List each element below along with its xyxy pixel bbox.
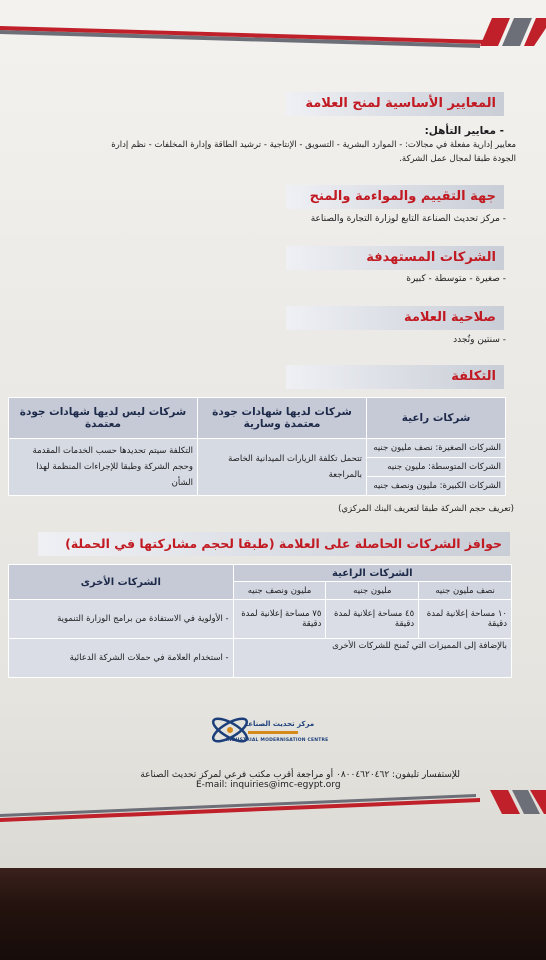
authority-heading: جهة التقييم والمواءمة والمنح (286, 185, 504, 209)
authority-text: - مركز تحديث الصناعة التابع لوزارة التجارة والصناعة (310, 214, 506, 224)
tier-one-million: مليون جنيه (326, 582, 419, 600)
cost-col-certified: شركات لديها شهادات جودة معتمدة وسارية (198, 398, 367, 439)
criteria-text-line1: معايير إدارية مفعلة في مجالات: - الموارد البشرية - التسويق - الإنتاجية - ترشيد الطاقة وإدارة المخلفات - نظم إدارة (111, 140, 516, 150)
validity-text: - سنتين وتُجدد (453, 335, 506, 345)
cost-sponsor-medium: الشركات المتوسطة: مليون جنيه (367, 458, 506, 477)
logo-arabic-name: مركز تحديث الصناعة (244, 720, 315, 728)
qualification-subheading: - معايير التأهل: (424, 125, 504, 137)
contact-phone-line: للإستفسار تليفون: ٠٨٠٠٤٦٢٠٤٦٢ أو مراجعة أقرب مكتب فرعي لمركز تحديث الصناعة (140, 770, 460, 780)
others-benefit-1: - الأولوية في الاستفادة من برامج الوزارة التنموية (9, 600, 234, 639)
incentives-table (8, 564, 512, 678)
incentives-heading: حوافز الشركات الحاصلة على العلامة (طبقا لحجم مشاركتها في الحملة) (38, 532, 510, 556)
others-benefit-2: - استخدام العلامة في حملات الشركة الدعائية (9, 639, 234, 678)
cost-sponsor-small: الشركات الصغيرة: نصف مليون جنيه (367, 439, 506, 458)
cost-table (8, 397, 506, 496)
validity-heading: صلاحية العلامة (286, 306, 504, 330)
logo-english-name: INDUSTRIAL MODERNISATION CENTRE (226, 738, 329, 743)
cost-note: (تعريف حجم الشركة طبقا لتعريف البنك المركزي) (338, 504, 514, 514)
background-surface (0, 868, 546, 960)
tier-one-half-million: مليون ونصف جنيه (233, 582, 326, 600)
imc-logo (208, 708, 330, 754)
sponsor-ad-10: ١٠ مساحة إعلانية لمدة دقيقة (419, 600, 512, 639)
criteria-text-line2: الجودة طبقا لمجال عمل الشركة. (399, 154, 516, 164)
incentives-col-sponsors: الشركات الراعية (233, 565, 511, 582)
targets-text: - صغيرة - متوسطة - كبيرة (406, 274, 506, 284)
sponsor-extra: بالإضافة إلى المميزات التي تُمنح للشركات الأخرى (233, 639, 511, 678)
sponsor-ad-45: ٤٥ مساحة إعلانية لمدة دقيقة (326, 600, 419, 639)
incentives-col-others: الشركات الأخرى (9, 565, 234, 600)
bottom-stripe-decoration (0, 790, 546, 824)
imc-emblem-icon (208, 708, 252, 752)
cost-col-sponsor: شركات راعية (367, 398, 506, 439)
top-stripe-decoration (0, 18, 546, 54)
cost-col-uncertified: شركات ليس لديها شهادات جودة معتمدة (9, 398, 198, 439)
targets-heading: الشركات المستهدفة (286, 246, 504, 270)
cost-uncertified-text: التكلفة سيتم تحديدها حسب الخدمات المقدمة وحجم الشركة وطبقا للإجراءات المنظمة لهذا الشأن (9, 439, 198, 496)
criteria-heading: المعايير الأساسية لمنح العلامة (286, 92, 504, 116)
logo-underline (248, 731, 298, 734)
sponsor-ad-75: ٧٥ مساحة إعلانية لمدة دقيقة (233, 600, 326, 639)
contact-email: E-mail: inquiries@imc-egypt.org (196, 780, 341, 790)
tier-half-million: نصف مليون جنيه (419, 582, 512, 600)
cost-certified-text: تتحمل تكلفة الزيارات الميدانية الخاصة بالمراجعة (198, 439, 367, 496)
cost-sponsor-large: الشركات الكبيرة: مليون ونصف جنيه (367, 477, 506, 496)
cost-heading: التكلفة (286, 365, 504, 389)
